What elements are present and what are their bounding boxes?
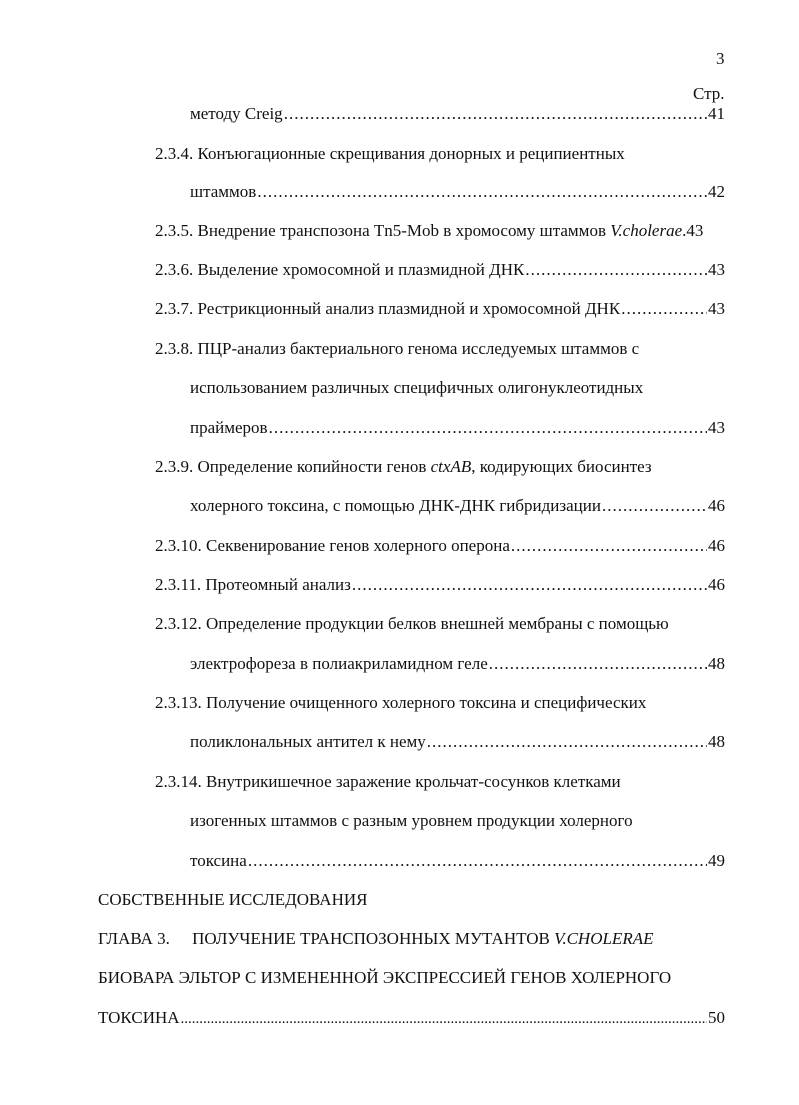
toc-entry-page: 43 <box>708 260 725 279</box>
chapter-title-italic: V.CHOLERAE <box>554 929 654 948</box>
leader-dots <box>257 182 707 202</box>
toc-entry-page: 48 <box>708 654 725 673</box>
toc-entry: изогенных штаммов с разным уровнем продукции холерного <box>190 811 633 830</box>
leader-dots <box>181 1011 707 1028</box>
section-title: СОБСТВЕННЫЕ ИССЛЕДОВАНИЯ <box>98 890 368 909</box>
toc-entry-page: .43 <box>682 221 704 240</box>
toc-entry <box>155 221 703 241</box>
chapter-title-line3: ТОКСИНА <box>98 1008 180 1027</box>
toc-entry <box>155 457 652 477</box>
leader-dots <box>352 575 707 595</box>
toc-entry-page: 49 <box>708 851 725 870</box>
chapter-label: ГЛАВА 3. <box>98 929 170 948</box>
toc-entry-page: 50 <box>708 1008 725 1027</box>
toc-entry-text: 2.3.9. Определение копийности генов <box>155 457 431 476</box>
toc-entry <box>190 496 725 516</box>
toc-entry-text: праймеров <box>190 418 268 437</box>
toc-entry-text: поликлональных антител к нему <box>190 732 426 751</box>
toc-entry: 2.3.12. Определение продукции белков внешней мембраны с помощью <box>155 614 669 633</box>
leader-dots <box>621 299 707 319</box>
toc-entry <box>190 851 725 871</box>
chapter-title-line1: ПОЛУЧЕНИЕ ТРАНСПОЗОННЫХ МУТАНТОВ <box>192 929 555 948</box>
leader-dots <box>602 496 707 516</box>
leader-dots <box>269 418 707 438</box>
chapter-heading <box>98 929 653 949</box>
toc-entry-text: 2.3.11. Протеомный анализ <box>155 575 351 594</box>
toc-entry-page: 43 <box>708 418 725 437</box>
toc-entry-page: 48 <box>708 732 725 751</box>
page-number: 3 <box>716 49 725 68</box>
toc-entry <box>155 536 725 556</box>
toc-entry <box>155 575 725 595</box>
toc-entry-page: 43 <box>708 299 725 318</box>
toc-entry-text: 2.3.5. Внедрение транспозона Tn5-Mob в хромосому штаммов <box>155 221 611 240</box>
toc-entry <box>190 104 725 124</box>
toc-entry-page: 42 <box>708 182 725 201</box>
leader-dots <box>427 732 707 752</box>
toc-entry: 2.3.14. Внутрикишечное заражение крольчат-сосунков клетками <box>155 772 621 791</box>
toc-entry-text-after: , кодирующих биосинтез <box>471 457 652 476</box>
leader-dots <box>284 104 707 124</box>
toc-entry-text: штаммов <box>190 182 257 201</box>
toc-entry-page: 41 <box>708 104 725 123</box>
toc-entry <box>190 418 725 438</box>
toc-entry-italic: ctxAB <box>430 457 472 476</box>
toc-entry-text: токсина <box>190 851 247 870</box>
toc-entry-text: электрофореза в полиакриламидном геле <box>190 654 488 673</box>
leader-dots <box>525 260 707 280</box>
leader-dots <box>489 654 707 674</box>
toc-entry <box>155 260 725 280</box>
toc-entry: использованием различных специфичных олигонуклеотидных <box>190 378 644 397</box>
toc-entry-page: 46 <box>708 575 725 594</box>
toc-entry-text: 2.3.10. Секвенирование генов холерного оперона <box>155 536 510 555</box>
toc-entry <box>98 1008 725 1028</box>
column-header: Стр. <box>693 84 725 103</box>
toc-entry-page: 46 <box>708 496 725 515</box>
toc-entry-text: 2.3.7. Рестрикционный анализ плазмидной и хромосомной ДНК <box>155 299 621 318</box>
toc-entry: 2.3.13. Получение очищенного холерного токсина и специфических <box>155 693 647 712</box>
chapter-title-line2: БИОВАРА ЭЛЬТОР С ИЗМЕНЕННОЙ ЭКСПРЕССИЕЙ ГЕНОВ ХОЛЕРНОГО <box>98 968 672 987</box>
leader-dots <box>511 536 707 556</box>
toc-entry: 2.3.8. ПЦР-анализ бактериального генома исследуемых штаммов с <box>155 339 640 358</box>
toc-entry-text: холерного токсина, с помощью ДНК-ДНК гибридизации <box>190 496 601 515</box>
toc-entry <box>190 732 725 752</box>
toc-entry <box>155 299 725 319</box>
toc-entry-text: 2.3.6. Выделение хромосомной и плазмидной ДНК <box>155 260 525 279</box>
toc-entry <box>190 654 725 674</box>
toc-entry-page: 46 <box>708 536 725 555</box>
toc-entry <box>190 182 725 202</box>
toc-entry-italic: V.cholerae <box>610 221 683 240</box>
toc-entry-text: методу Creig <box>190 104 283 123</box>
toc-entry: 2.3.4. Конъюгационные скрещивания донорных и реципиентных <box>155 144 625 163</box>
leader-dots <box>248 851 707 871</box>
